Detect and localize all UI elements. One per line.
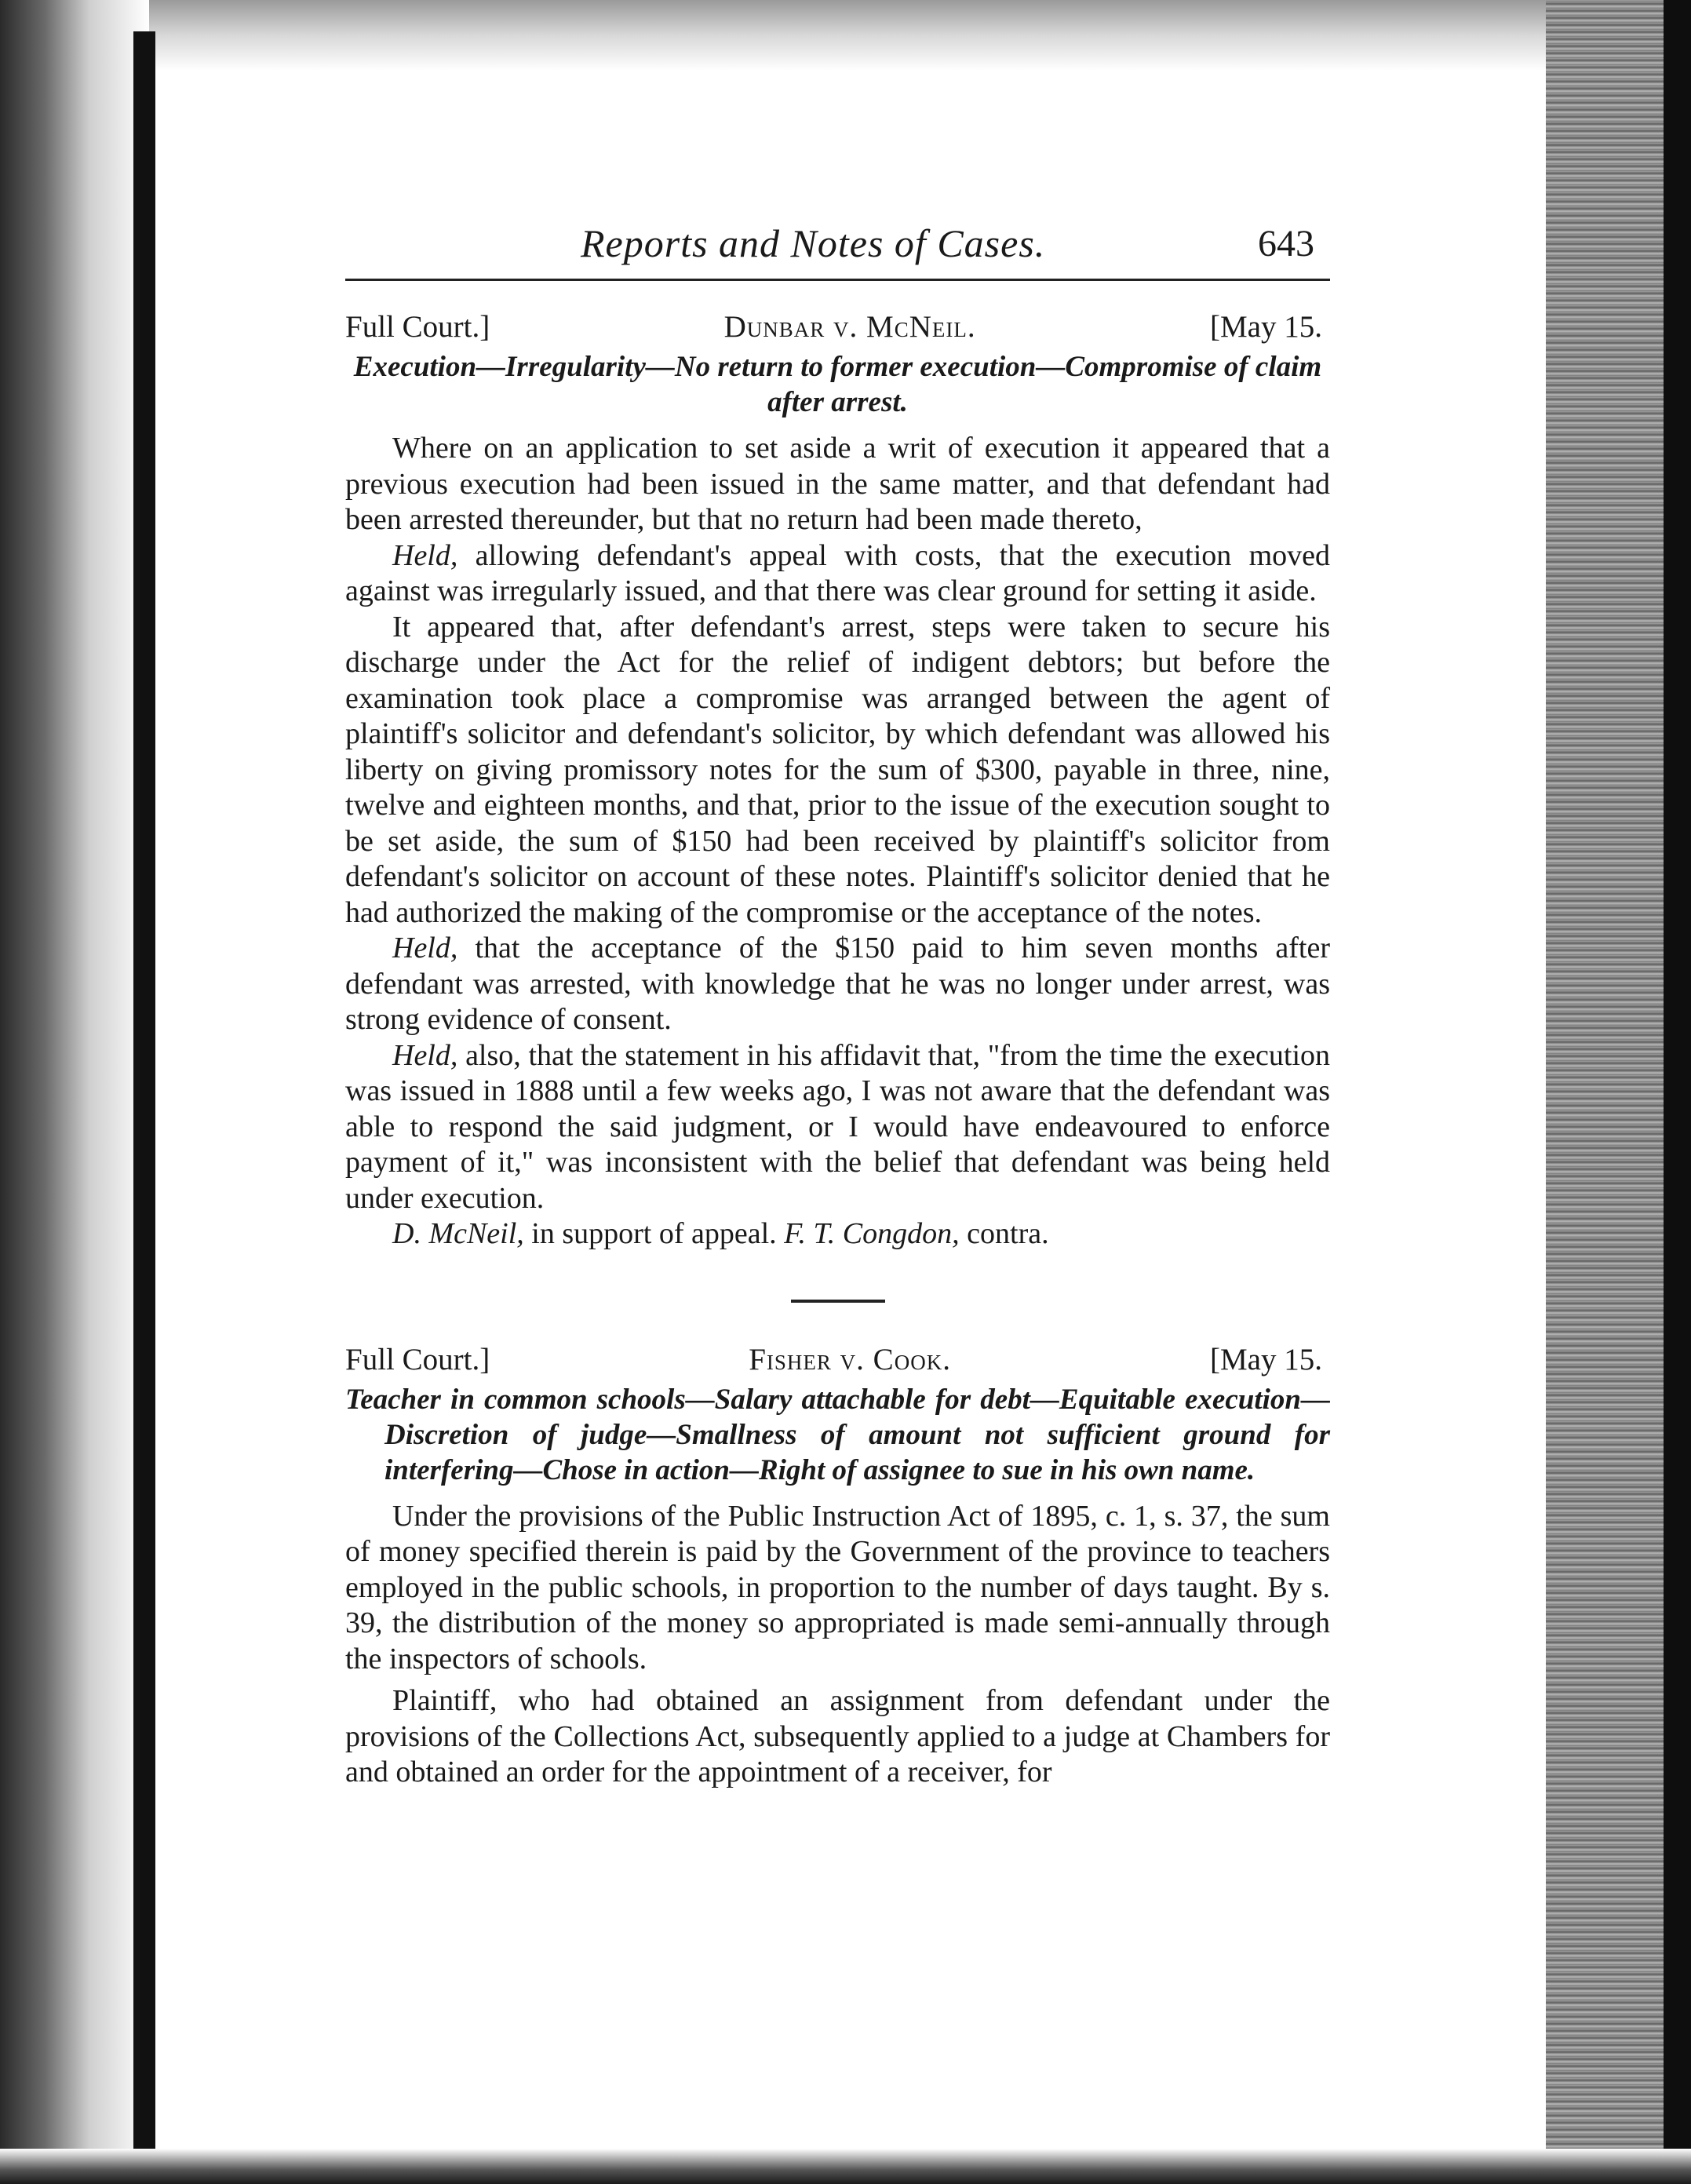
held-text: allowing defendant's appeal with costs, that the execution moved against was irregularly issued, and that there was clear ground for setting it aside.	[345, 538, 1330, 607]
scan-binding-spine	[133, 31, 155, 2150]
held-label: Held,	[392, 538, 458, 572]
counsel-name: F. T. Congdon,	[784, 1217, 960, 1250]
counsel-role: contra.	[959, 1217, 1049, 1250]
case-caption-fisher	[345, 1342, 1330, 1377]
case-name: Dunbar v. McNeil.	[723, 310, 976, 344]
running-title: Reports and Notes of Cases.	[581, 221, 1046, 265]
held-text: that the acceptance of the $150 paid to him seven months after defendant was arrested, with knowledge that he was no longer under arrest, was strong evidence of consent.	[345, 932, 1330, 1036]
page-content	[345, 216, 1330, 1791]
case-paragraph: It appeared that, after defendant's arrest, steps were taken to secure his discharge under the Act for the relief of indigent debtors; but before the examination took place a compromise was arranged between the agent of plaintiff's solicitor and defendant's solicitor, by which defendant was allowed his liberty on giving promissory notes for the sum of $300, payable in three, nine, twelve and eighteen months, and that, prior to the issue of the execution sought to be set aside, the sum of $150 had been received by plaintiff's solicitor from defendant's solicitor on account of these notes. Plaintiff's solicitor denied that he had authorized the making of the compromise or the acceptance of the notes.	[345, 610, 1330, 929]
case-court: Full Court.]	[345, 1342, 490, 1376]
case-headnote: Teacher in common schools—Salary attachable for debt—Equitable execution—Discretion of judge—Smallness of amount not sufficient ground for interfering—Chose in action—Right of assignee to sue in his own name.	[345, 1383, 1330, 1486]
case-paragraph: Under the provisions of the Public Instruction Act of 1895, c. 1, s. 37, the sum of money specified therein is paid by the Government of the province to teachers employed in the public schools, in proportion to the number of days taught. By s. 39, the distribution of the money so appropriated is made semi-annually through the inspectors of schools.	[345, 1499, 1330, 1675]
case-date: [May 15.	[1210, 310, 1322, 344]
case-date: [May 15.	[1210, 1342, 1322, 1376]
case-paragraph-held	[345, 1038, 1330, 1217]
case-paragraph: Plaintiff, who had obtained an assignment from defendant under the provisions of the Collections Act, subsequently applied to a judge at Chambers for and obtained an order for the appointment of a receiver, for	[345, 1684, 1330, 1788]
scan-right-border	[1664, 0, 1691, 2184]
scan-bottom-edge	[0, 2149, 1691, 2184]
case-paragraph: Where on an application to set aside a writ of execution it appeared that a previous execution had been issued in the same matter, and that defendant had been arrested thereunder, but that no return had been made thereto,	[345, 432, 1330, 536]
scan-left-shadow	[0, 0, 149, 2184]
case-headnote: Execution—Irregularity—No return to former execution—Compromise of claim after arrest.	[353, 351, 1322, 418]
counsel-line	[345, 1216, 1330, 1252]
running-head	[345, 216, 1330, 281]
case-name: Fisher v. Cook.	[749, 1342, 951, 1376]
scan-top-edge	[0, 0, 1691, 71]
case-paragraph-held	[345, 931, 1330, 1038]
held-label: Held,	[392, 932, 458, 964]
held-label: Held,	[392, 1038, 458, 1072]
case-court: Full Court.]	[345, 310, 490, 344]
page-number: 643	[1258, 223, 1314, 264]
section-divider	[791, 1300, 885, 1303]
case-paragraph-held	[345, 538, 1330, 610]
counsel-role: in support of appeal.	[523, 1217, 785, 1250]
counsel-name: D. McNeil,	[392, 1217, 524, 1250]
held-text: also, that the statement in his affidavit that, "from the time the execution was issued in 1888 until a few weeks ago, I was not aware that the defendant was able to respond the said judgment, or I would have endeavoured to enforce payment of it," was inconsistent with the belief that defendant was being held under execution.	[345, 1038, 1330, 1215]
case-caption-dunbar	[345, 309, 1330, 345]
